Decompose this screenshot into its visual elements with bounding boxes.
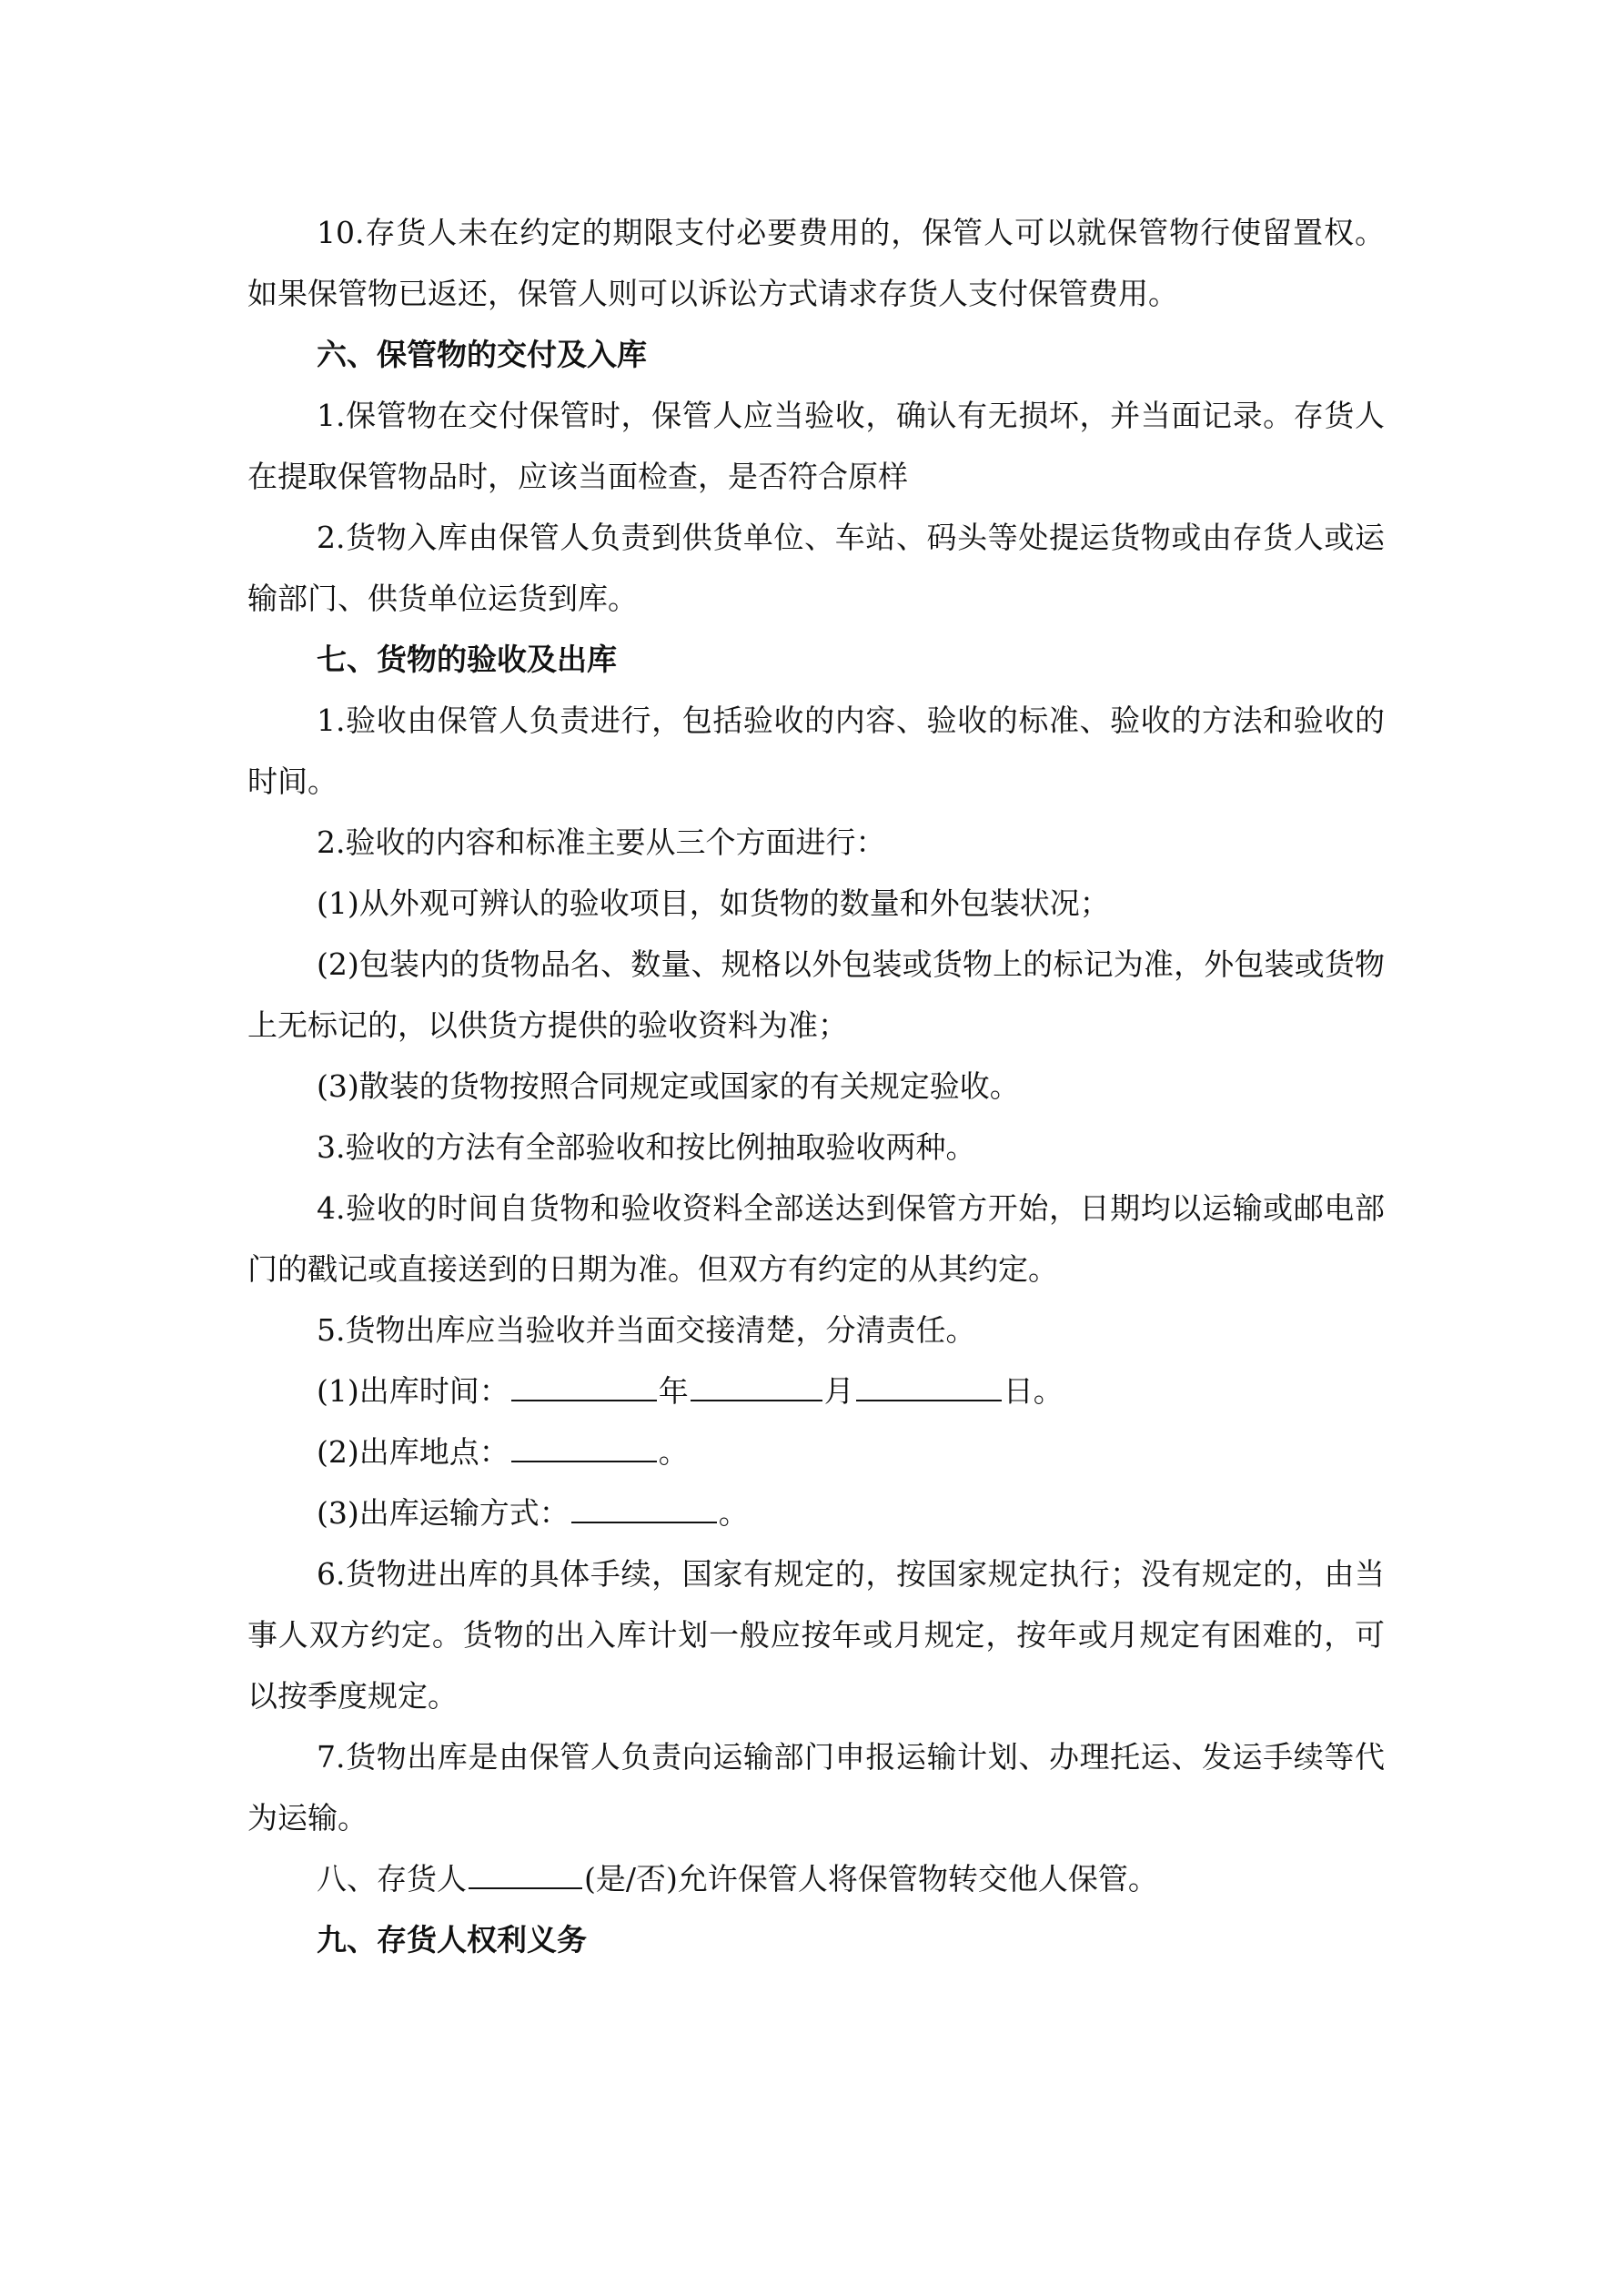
section-heading-six: 六、保管物的交付及入库: [317, 337, 647, 372]
paragraph-lien: 10.存货人未在约定的期限支付必要费用的，保管人可以就保管物行使留置权。如果保管物已返还，保管人则可以诉讼方式请求存货人支付保管费用。: [247, 215, 1385, 311]
paragraph-acceptance-time: 4.验收的时间自货物和验收资料全部送达到保管方开始，日期均以运输或邮电部门的戳记或直接送到的日期为准。但双方有约定的从其约定。: [247, 1190, 1385, 1287]
clause-eight-suffix: (是/否)允许保管人将保管物转交他人保管。: [584, 1861, 1158, 1896]
outbound-method-end: 。: [718, 1495, 749, 1531]
year-label: 年: [658, 1373, 689, 1409]
clause-eight: [247, 1848, 1385, 1909]
outbound-place-line: [247, 1421, 1385, 1482]
method-blank-field[interactable]: [571, 1494, 717, 1523]
document-body: [247, 202, 1385, 1970]
paragraph-acceptance-responsibility: 1.验收由保管人负责进行，包括验收的内容、验收的标准、验收的方法和验收的时间。: [247, 703, 1385, 799]
paragraph-warehousing: 2.货物入库由保管人负责到供货单位、车站、码头等处提运货物或由存货人或运输部门、供货单位运货到库。: [247, 520, 1385, 616]
paragraph-appearance-items: (1)从外观可辨认的验收项目，如货物的数量和外包装状况；: [317, 885, 1110, 921]
day-blank-field[interactable]: [856, 1372, 1002, 1401]
paragraph-outbound-handover: 5.货物出库应当验收并当面交接清楚，分清责任。: [317, 1312, 976, 1348]
outbound-place-end: 。: [658, 1434, 689, 1470]
outbound-time-label: (1)出库时间：: [317, 1373, 509, 1409]
clause-eight-prefix: 八、存货人: [317, 1861, 467, 1896]
paragraph-delivery-inspection: 1.保管物在交付保管时，保管人应当验收，确认有无损坏，并当面记录。存货人在提取保管物品时，应该当面检查，是否符合原样: [247, 398, 1385, 494]
place-blank-field[interactable]: [511, 1433, 657, 1462]
outbound-place-label: (2)出库地点：: [317, 1434, 509, 1470]
day-label: 日。: [1003, 1373, 1064, 1409]
paragraph-bulk-goods: (3)散装的货物按照合同规定或国家的有关规定验收。: [317, 1068, 1020, 1104]
year-blank-field[interactable]: [511, 1372, 657, 1401]
paragraph-acceptance-methods: 3.验收的方法有全部验收和按比例抽取验收两种。: [317, 1129, 976, 1165]
outbound-method-line: [247, 1482, 1385, 1543]
paragraph-transport: 7.货物出库是由保管人负责向运输部门申报运输计划、办理托运、发运手续等代为运输。: [247, 1739, 1385, 1836]
section-heading-seven: 七、货物的验收及出库: [317, 642, 617, 677]
paragraph-acceptance-aspects: 2.验收的内容和标准主要从三个方面进行：: [317, 824, 886, 860]
outbound-time-line: [247, 1360, 1385, 1421]
consent-blank-field[interactable]: [469, 1860, 582, 1889]
month-blank-field[interactable]: [691, 1372, 822, 1401]
paragraph-package-contents: (2)包装内的货物品名、数量、规格以外包装或货物上的标记为准，外包装或货物上无标记的，以供货方提供的验收资料为准；: [247, 946, 1385, 1043]
outbound-method-label: (3)出库运输方式：: [317, 1495, 570, 1531]
month-label: 月: [823, 1373, 854, 1409]
section-heading-nine: 九、存货人权利义务: [317, 1922, 587, 1957]
paragraph-procedures: 6.货物进出库的具体手续，国家有规定的，按国家规定执行；没有规定的，由当事人双方约定。货物的出入库计划一般应按年或月规定，按年或月规定有困难的，可以按季度规定。: [247, 1556, 1385, 1714]
